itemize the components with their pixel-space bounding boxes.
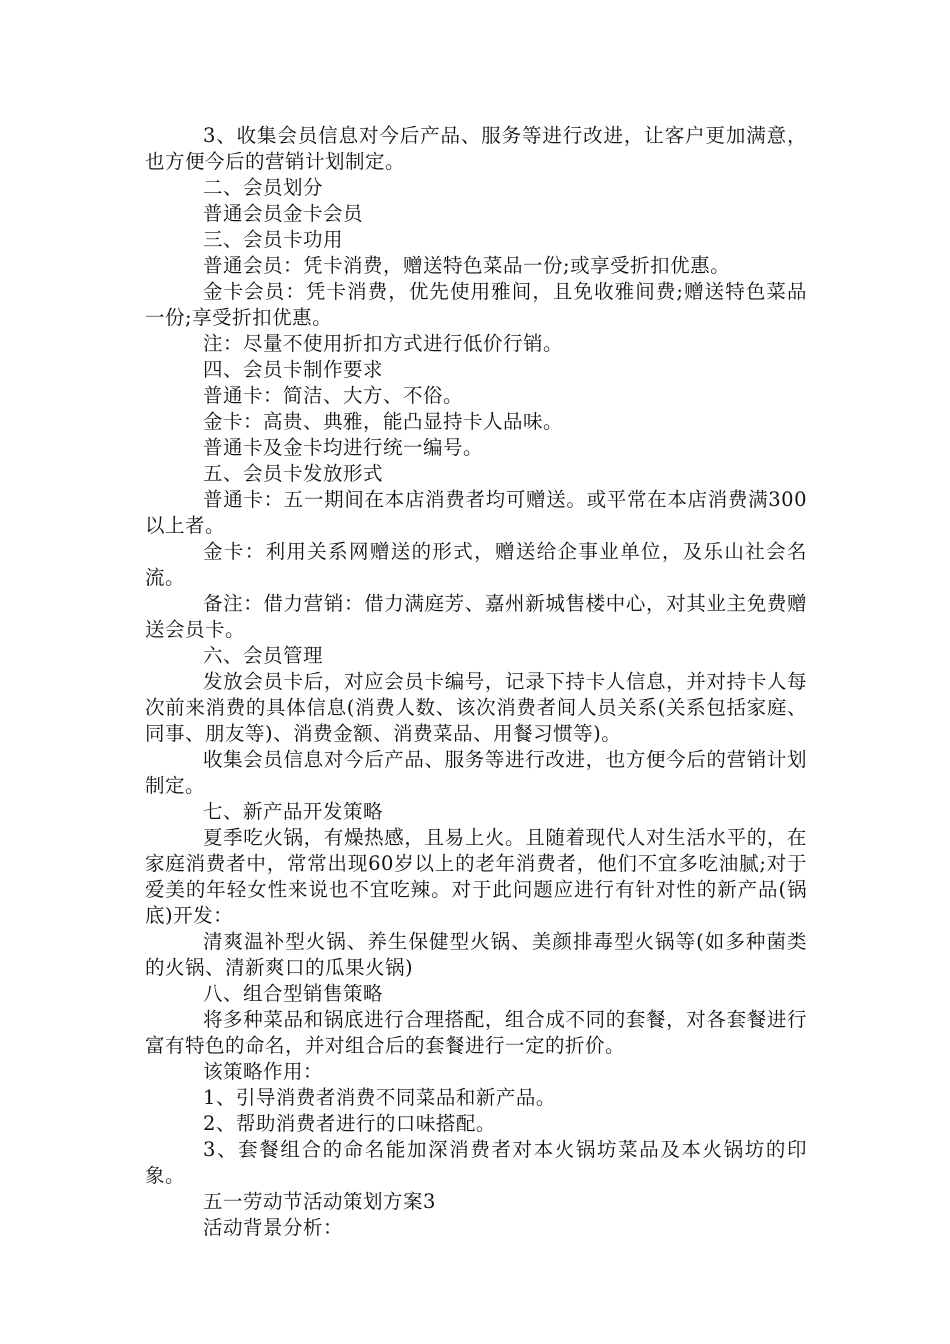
list-item: 2、帮助消费者进行的口味搭配。 xyxy=(203,1112,496,1135)
section-heading: 六、会员管理 xyxy=(203,644,324,667)
section-heading: 七、新产品开发策略 xyxy=(203,800,384,823)
paragraph: 普通卡：简洁、大方、不俗。 xyxy=(203,384,464,407)
paragraph: 金卡会员：凭卡消费，优先使用雅间，且免收雅间费;赠送特色菜品一份;享受折扣优惠。 xyxy=(145,280,807,329)
paragraph: 普通会员金卡会员 xyxy=(203,202,364,225)
document-title: 五一劳动节活动策划方案3 xyxy=(203,1190,436,1213)
section-heading: 二、会员划分 xyxy=(203,176,324,199)
section-heading: 四、会员卡制作要求 xyxy=(203,358,384,381)
paragraph: 普通会员：凭卡消费，赠送特色菜品一份;或享受折扣优惠。 xyxy=(203,254,731,277)
section-heading: 三、会员卡功用 xyxy=(203,228,344,251)
paragraph: 活动背景分析： xyxy=(203,1216,344,1239)
paragraph: 清爽温补型火锅、养生保健型火锅、美颜排毒型火锅等(如多种菌类的火锅、清新爽口的瓜果火锅) xyxy=(145,930,807,979)
paragraph: 收集会员信息对今后产品、服务等进行改进，也方便今后的营销计划制定。 xyxy=(145,748,807,797)
paragraph: 普通卡及金卡均进行统一编号。 xyxy=(203,436,484,459)
paragraph: 该策略作用： xyxy=(203,1060,324,1083)
paragraph: 夏季吃火锅，有燥热感，且易上火。且随着现代人对生活水平的，在家庭消费者中，常常出现60岁以上的老年消费者，他们不宜多吃油腻;对于爱美的年轻女性来说也不宜吃辣。对于此问题应进行有针对性的新产品(锅底)开发： xyxy=(145,826,807,927)
paragraph: 普通卡：五一期间在本店消费者均可赠送。或平常在本店消费满300以上者。 xyxy=(145,488,807,537)
section-heading: 八、组合型销售策略 xyxy=(203,982,384,1005)
paragraph: 注：尽量不使用折扣方式进行低价行销。 xyxy=(203,332,564,355)
paragraph: 发放会员卡后，对应会员卡编号，记录下持卡人信息，并对持卡人每次前来消费的具体信息(消费人数、该次消费者间人员关系(关系包括家庭、同事、朋友等)、消费金额、消费菜品、用餐习惯等)。 xyxy=(145,670,807,745)
document-body xyxy=(145,123,807,1241)
list-item: 3、套餐组合的命名能加深消费者对本火锅坊菜品及本火锅坊的印象。 xyxy=(145,1138,807,1187)
paragraph: 3、收集会员信息对今后产品、服务等进行改进，让客户更加满意，也方便今后的营销计划制定。 xyxy=(145,124,807,173)
paragraph: 金卡：利用关系网赠送的形式，赠送给企事业单位，及乐山社会名流。 xyxy=(145,540,807,589)
paragraph: 金卡：高贵、典雅，能凸显持卡人品味。 xyxy=(203,410,564,433)
list-item: 1、引导消费者消费不同菜品和新产品。 xyxy=(203,1086,556,1109)
paragraph: 将多种菜品和锅底进行合理搭配，组合成不同的套餐，对各套餐进行富有特色的命名，并对组合后的套餐进行一定的折价。 xyxy=(145,1008,807,1057)
section-heading: 五、会员卡发放形式 xyxy=(203,462,384,485)
paragraph: 备注：借力营销：借力满庭芳、嘉州新城售楼中心，对其业主免费赠送会员卡。 xyxy=(145,592,807,641)
